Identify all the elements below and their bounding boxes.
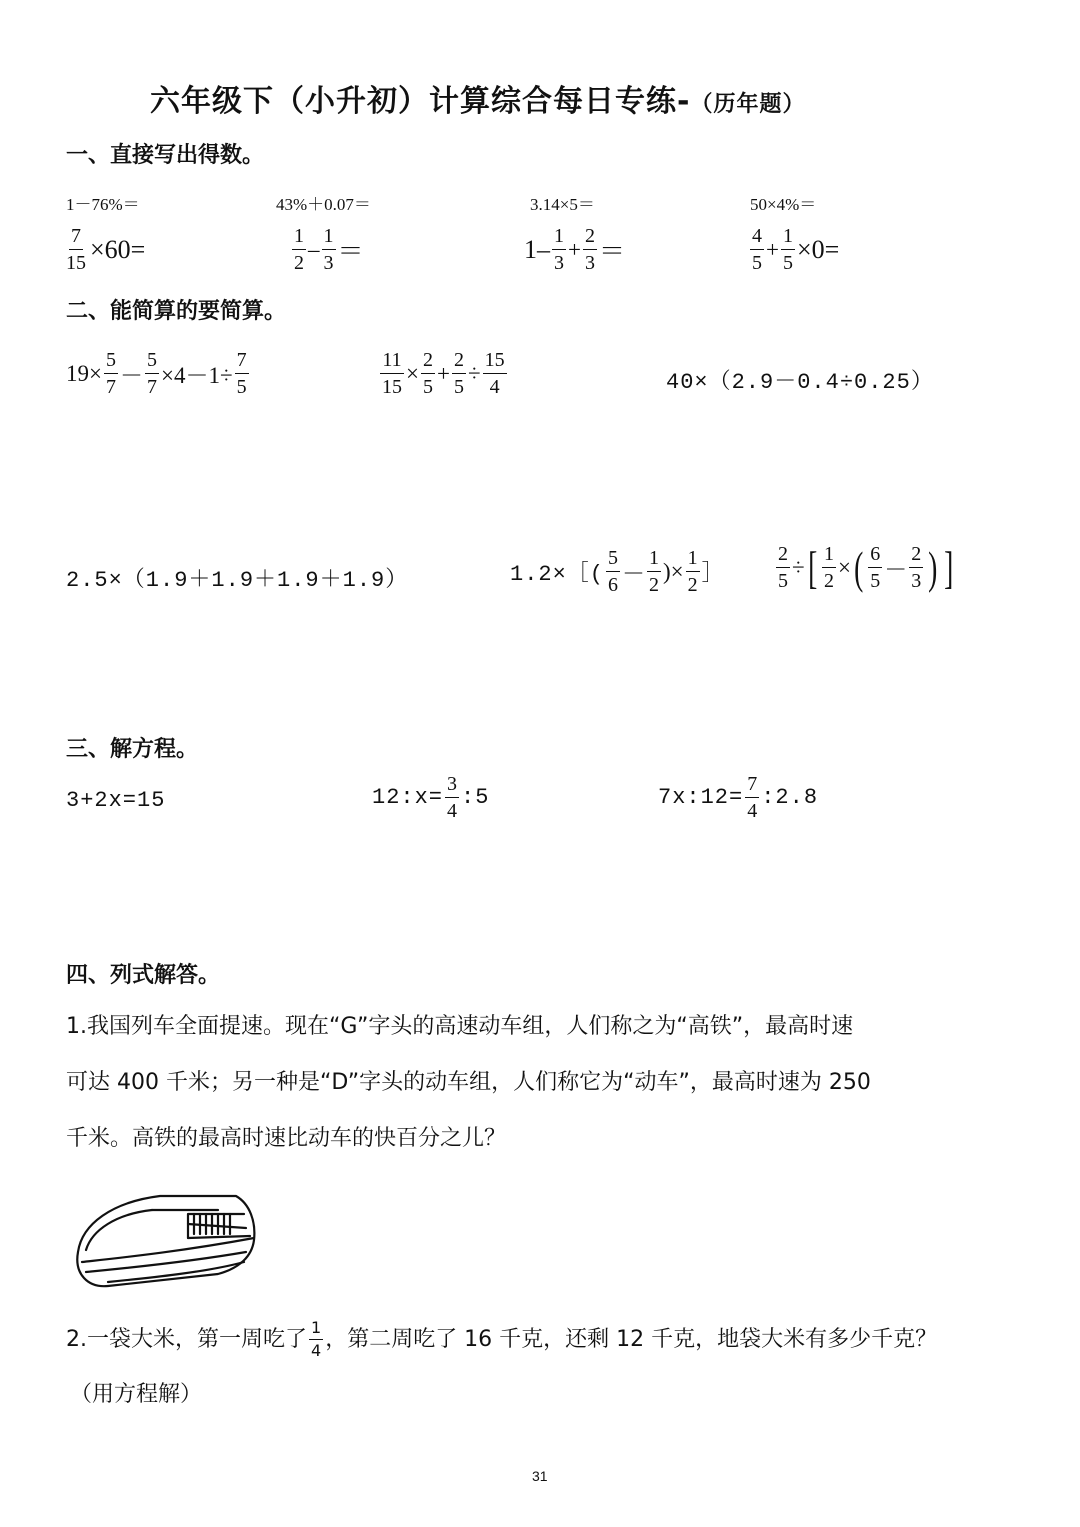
right-paren: )	[928, 541, 938, 593]
expr-text: 1.2×［(	[510, 562, 605, 587]
fraction: $\frac{1}{2}$	[687, 547, 698, 596]
s2-problem3: 40×（2.9－0.4÷0.25）	[666, 370, 934, 395]
fraction: $\frac{1}{5}$	[782, 225, 793, 274]
expr-text: ×4－1÷	[160, 363, 233, 388]
s2-problem6	[774, 541, 956, 593]
s3-equation3	[658, 774, 818, 821]
fraction: $\frac{4}{5}$	[752, 225, 762, 274]
page-number: 31	[532, 1468, 548, 1484]
expr-text: ，第二周吃了 16 千克，还剩 12 千克，地袋大米有多少千克？	[325, 1326, 938, 1352]
fraction: $\frac{7}{5}$	[236, 349, 247, 398]
fraction: $\frac{3}{4}$	[447, 773, 458, 822]
train-icon	[68, 1188, 258, 1292]
expr-text: ×0=	[796, 234, 840, 264]
title-main: 六年级下（小升初）计算综合每日专练-	[150, 84, 691, 119]
expr-text: +	[568, 236, 581, 262]
expr-text: +	[436, 360, 450, 386]
section4-heading: 四、列式解答。	[66, 963, 221, 988]
fraction: $\frac{1}{2}$	[294, 225, 304, 274]
page-title	[150, 76, 805, 120]
fraction: $\frac{5}{7}$	[105, 349, 116, 398]
fraction: $\frac{15}{4}$	[484, 349, 505, 398]
s1-row1-item3: 3.14×5＝	[530, 195, 595, 214]
fraction: $\frac{1}{3}$	[323, 225, 334, 274]
section2-heading: 二、能简算的要简算。	[66, 299, 287, 324]
expr-text: ＝	[598, 237, 625, 266]
s3-equation2	[372, 774, 489, 821]
s1-row1-item1: 1－76%＝	[66, 195, 140, 214]
expr-text: －	[119, 363, 143, 388]
expr-text: 1–	[524, 234, 550, 264]
fraction: $\frac{2}{5}$	[778, 543, 788, 592]
fraction: $\frac{1}{4}$	[311, 1318, 322, 1360]
s1-row1-item4: 50×4%＝	[750, 195, 817, 214]
left-bracket: [	[807, 541, 817, 593]
fraction: $\frac{11}{15}$	[382, 349, 402, 398]
title-sub: （历年题）	[690, 92, 806, 117]
s1-row1-item2: 43%＋0.07＝	[276, 195, 371, 214]
q1-line1: 1.我国列车全面提速。现在“G”字头的高速动车组，人们称之为“高铁”，最高时速	[66, 1014, 854, 1039]
fraction: $\frac{1}{2}$	[823, 543, 834, 592]
fraction: $\frac{1}{2}$	[649, 547, 660, 596]
fraction: $\frac{2}{3}$	[911, 543, 922, 592]
left-paren: (	[854, 541, 864, 593]
fraction: $\frac{5}{7}$	[146, 349, 157, 398]
s3-equation1: 3+2x=15	[66, 788, 166, 813]
s1-row2-item1	[62, 226, 145, 273]
q2-line2: （用方程解）	[70, 1382, 203, 1407]
expr-text: :2.8	[761, 785, 819, 810]
expr-text: 12:x=	[372, 785, 444, 810]
expr-text: 19×	[66, 360, 102, 386]
expr-text: ×60=	[90, 234, 146, 264]
fraction: $\frac{7}{4}$	[747, 773, 758, 822]
q2-line1	[66, 1320, 937, 1359]
q1-line2: 可达 400 千米；另一种是“D”字头的动车组，人们称它为“动车”，最高时速为 250	[66, 1070, 871, 1095]
fraction: $\frac{2}{5}$	[422, 349, 433, 398]
expr-text: +	[766, 236, 779, 262]
right-bracket: ]	[943, 541, 953, 593]
fraction: $\frac{2}{5}$	[453, 349, 464, 398]
expr-text: )×	[663, 558, 684, 584]
expr-text: :5	[461, 785, 490, 810]
expr-text: 2.一袋大米，第一周吃了	[66, 1326, 307, 1352]
fraction: $\frac{2}{3}$	[584, 225, 595, 274]
fraction: $\frac{7}{15}$	[66, 225, 86, 274]
expr-text: －	[884, 557, 908, 582]
fraction: $\frac{5}{6}$	[608, 547, 619, 596]
s1-row2-item3	[524, 226, 625, 273]
q1-line3: 千米。高铁的最高时速比动车的快百分之儿？	[66, 1126, 507, 1151]
expr-text: ÷	[467, 360, 481, 386]
expr-text: ÷	[792, 554, 805, 580]
s2-problem4: 2.5×（1.9＋1.9＋1.9＋1.9）	[66, 568, 409, 593]
expr-text: 7x:12=	[658, 785, 744, 810]
s2-problem1	[66, 350, 251, 397]
section3-heading: 三、解方程。	[66, 737, 199, 762]
expr-text: ］	[701, 562, 725, 587]
fraction: $\frac{6}{5}$	[870, 543, 881, 592]
expr-text: ×	[406, 360, 419, 386]
s2-problem2	[378, 350, 509, 397]
expr-text: ×	[837, 554, 851, 580]
expr-text: –	[308, 236, 320, 262]
s1-row2-item2	[290, 226, 364, 273]
section1-heading: 一、直接写出得数。	[66, 143, 265, 168]
s1-row2-item4	[748, 226, 839, 273]
expr-text: －	[622, 561, 646, 586]
s2-problem5	[510, 548, 725, 595]
fraction: $\frac{1}{3}$	[554, 225, 564, 274]
expr-text: ＝	[337, 237, 364, 266]
